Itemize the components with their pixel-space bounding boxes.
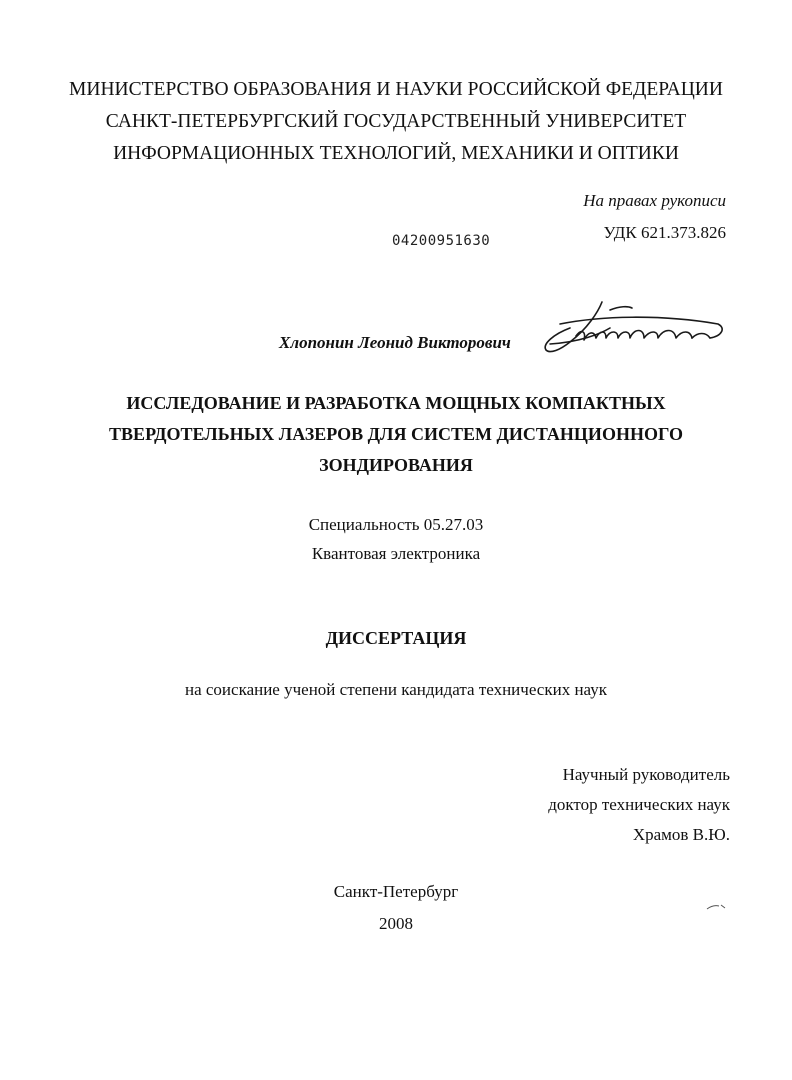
university-line: ИНФОРМАЦИОННЫХ ТЕХНОЛОГИЙ, МЕХАНИКИ И ОПТИКИ bbox=[113, 143, 679, 164]
dissertation-title bbox=[0, 388, 792, 481]
title-line: ТВЕРДОТЕЛЬНЫХ ЛАЗЕРОВ ДЛЯ СИСТЕМ ДИСТАНЦИОННОГО bbox=[109, 424, 683, 444]
udc-code: УДК 621.373.826 bbox=[603, 223, 726, 242]
supervisor-degree: доктор технических наук bbox=[548, 795, 730, 814]
ministry-line: МИНИСТЕРСТВО ОБРАЗОВАНИЯ И НАУКИ РОССИЙСКОЙ ФЕДЕРАЦИИ bbox=[69, 79, 723, 100]
serial-number: 04200951630 bbox=[392, 233, 491, 249]
specialty-name: Квантовая электроника bbox=[311, 544, 481, 563]
ministry-header bbox=[0, 74, 792, 170]
rights-note: На правах рукописи bbox=[583, 191, 726, 210]
title-line: ЗОНДИРОВАНИЯ bbox=[319, 455, 473, 475]
supervisor-block bbox=[548, 760, 730, 850]
place-and-year bbox=[0, 876, 792, 940]
supervisor-role: Научный руководитель bbox=[562, 765, 730, 784]
scan-speck-icon bbox=[706, 903, 726, 911]
degree-line: на соискание ученой степени кандидата технических наук bbox=[184, 680, 607, 699]
document-type: ДИССЕРТАЦИЯ bbox=[325, 628, 467, 648]
specialty-code: Специальность 05.27.03 bbox=[308, 515, 484, 534]
place: Санкт-Петербург bbox=[333, 882, 459, 901]
author-signature bbox=[540, 298, 730, 373]
specialty bbox=[0, 510, 792, 568]
university-line: САНКТ-ПЕТЕРБУРГСКИЙ ГОСУДАРСТВЕННЫЙ УНИВЕРСИТЕТ bbox=[105, 111, 687, 132]
signature-icon bbox=[540, 298, 730, 368]
title-line: ИССЛЕДОВАНИЕ И РАЗРАБОТКА МОЩНЫХ КОМПАКТНЫХ bbox=[126, 393, 666, 413]
author-name: Хлопонин Леонид Викторович bbox=[279, 333, 511, 352]
year: 2008 bbox=[379, 914, 413, 933]
supervisor-name: Храмов В.Ю. bbox=[632, 825, 730, 844]
scan-mark bbox=[706, 898, 726, 916]
